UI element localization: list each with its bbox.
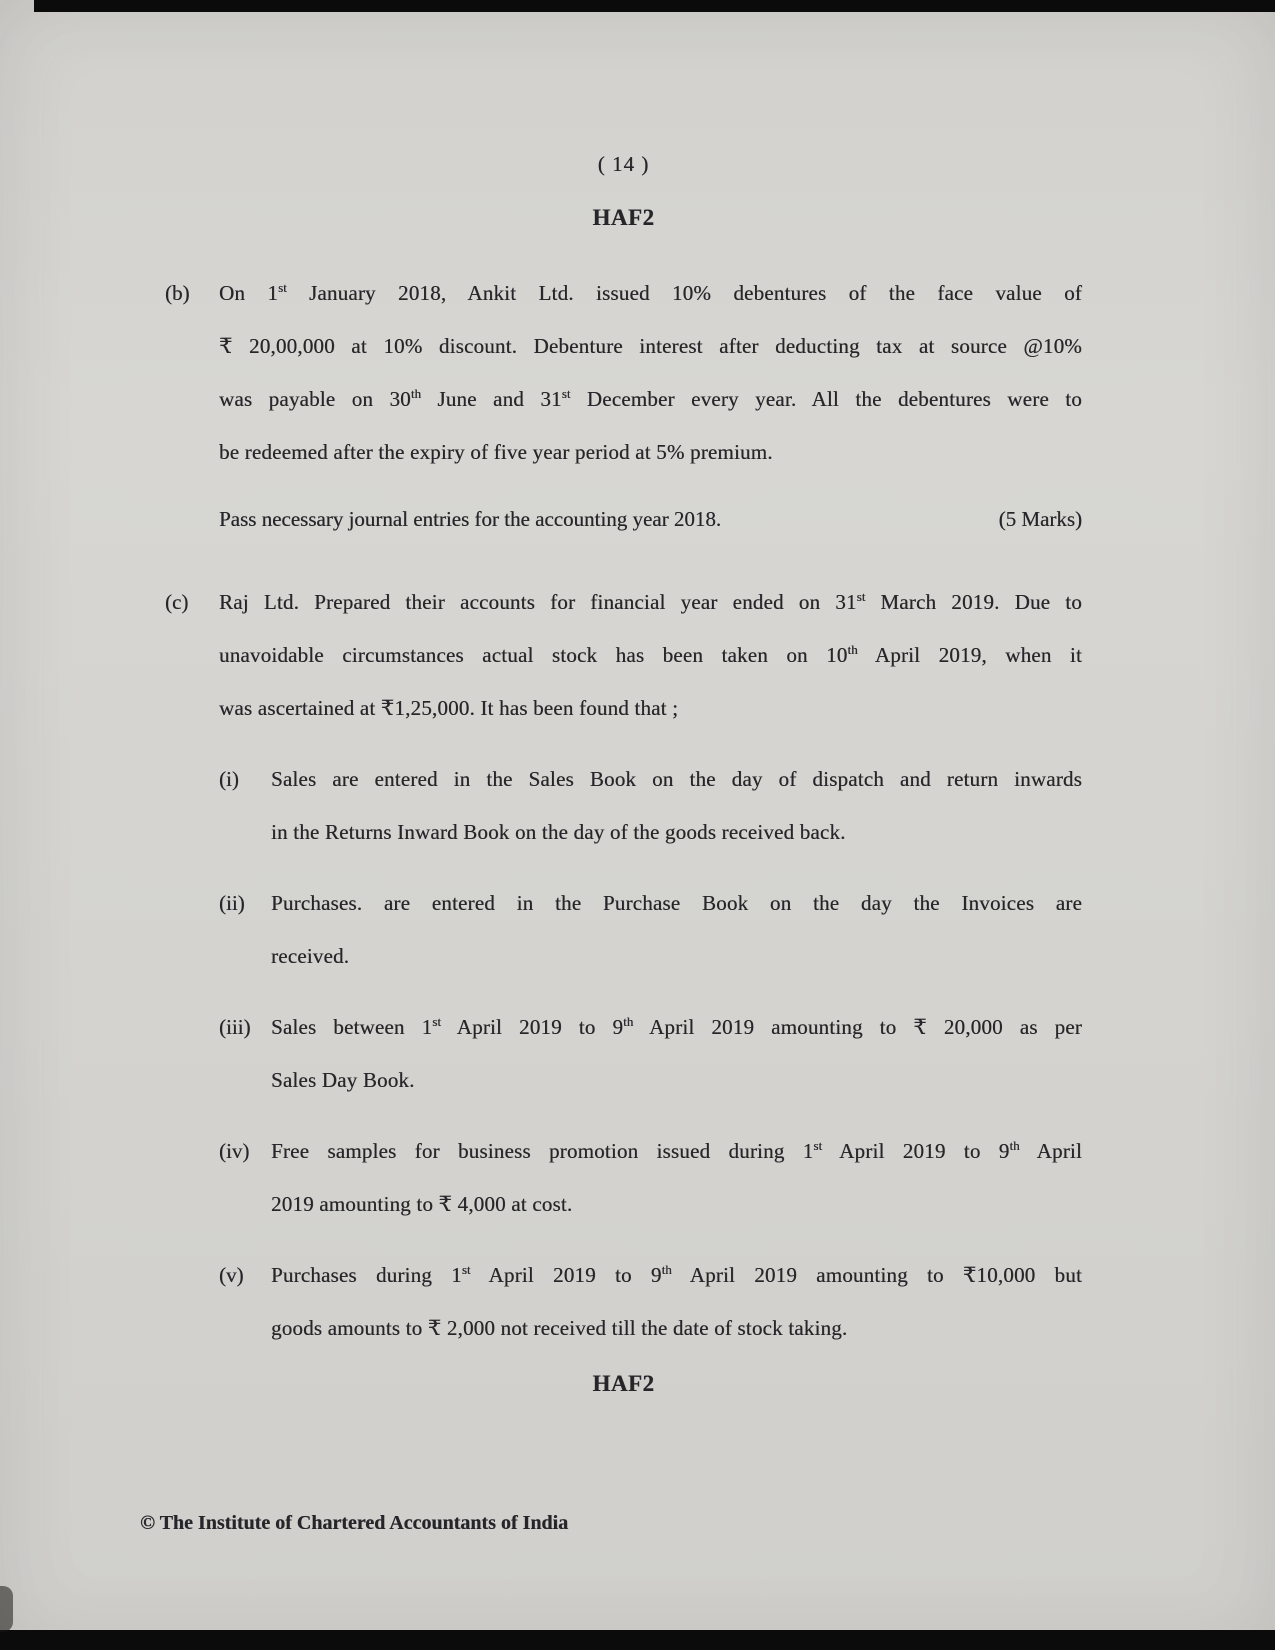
text-line: ₹ 20,00,000 at 10% discount. Debenture interest after deducting tax at source @10%: [219, 334, 1082, 358]
question-b-task-row: [219, 493, 1082, 546]
list-item-iii-text: [271, 1001, 1082, 1107]
header-code: HAF2: [592, 205, 655, 230]
text-line: was ascertained at ₹1,25,000. It has been found that ;: [219, 696, 679, 720]
page-number: ( 14 ): [597, 152, 650, 176]
list-item-ii-label: (ii): [219, 891, 245, 915]
scan-edge-bottom: [0, 1630, 1275, 1650]
text-line: Sales Day Book.: [271, 1068, 415, 1092]
text-line: Purchases. are entered in the Purchase Book on the day the Invoices are: [271, 891, 1082, 915]
question-b-label: (b): [165, 281, 190, 305]
text-line: Purchases during 1st April 2019 to 9th April 2019 amounting to ₹10,000 but: [271, 1262, 1082, 1287]
text-line: On 1st January 2018, Ankit Ltd. issued 10% debentures of the face value of: [219, 280, 1083, 305]
list-item-ii: [219, 877, 1082, 983]
scan-smudge: [0, 1586, 13, 1632]
question-c-items: [219, 753, 1082, 1355]
text-line: received.: [271, 944, 350, 968]
page-content: [165, 0, 1082, 1397]
text-line: Raj Ltd. Prepared their accounts for financial year ended on 31st March 2019. Due to: [219, 589, 1082, 614]
list-item-i: [219, 753, 1082, 859]
list-item-iii: [219, 1001, 1082, 1107]
text-line: in the Returns Inward Book on the day of the goods received back.: [271, 820, 846, 844]
question-c-body: [219, 576, 1082, 1355]
text-line: goods amounts to ₹ 2,000 not received till the date of stock taking.: [271, 1316, 848, 1340]
list-item-iv-label: (iv): [219, 1139, 250, 1163]
question-b-task: Pass necessary journal entries for the accounting year 2018.: [219, 507, 722, 531]
list-item-ii-text: [271, 877, 1082, 983]
question-c: [165, 576, 1082, 1355]
list-item-iii-label: (iii): [219, 1015, 251, 1039]
question-c-label: (c): [165, 590, 189, 614]
list-item-iv: [219, 1125, 1082, 1231]
question-b-paragraph: [219, 267, 1082, 479]
question-b-marks: (5 Marks): [998, 507, 1082, 531]
text-line: 2019 amounting to ₹ 4,000 at cost.: [271, 1192, 573, 1216]
text-line: unavoidable circumstances actual stock has been taken on 10th April 2019, when it: [219, 642, 1082, 667]
list-item-i-text: [271, 753, 1082, 859]
question-b: [165, 267, 1082, 546]
question-b-body: [219, 267, 1082, 546]
text-line: Free samples for business promotion issued during 1st April 2019 to 9th April: [271, 1138, 1082, 1163]
text-line: Sales are entered in the Sales Book on the day of dispatch and return inwards: [271, 767, 1082, 791]
list-item-i-label: (i): [219, 767, 239, 791]
text-line: be redeemed after the expiry of five year period at 5% premium.: [219, 440, 773, 464]
question-c-intro: [219, 576, 1082, 735]
list-item-v: [219, 1249, 1082, 1355]
text-line: was payable on 30th June and 31st December every year. All the debentures were to: [219, 386, 1083, 411]
text-line: Sales between 1st April 2019 to 9th April 2019 amounting to ₹ 20,000 as per: [271, 1014, 1082, 1039]
list-item-v-text: [271, 1249, 1082, 1355]
footer-code: HAF2: [592, 1371, 655, 1396]
list-item-iv-text: [271, 1125, 1082, 1231]
list-item-v-label: (v): [219, 1263, 244, 1287]
copyright-line: © The Institute of Chartered Accountants of India: [140, 1512, 569, 1534]
